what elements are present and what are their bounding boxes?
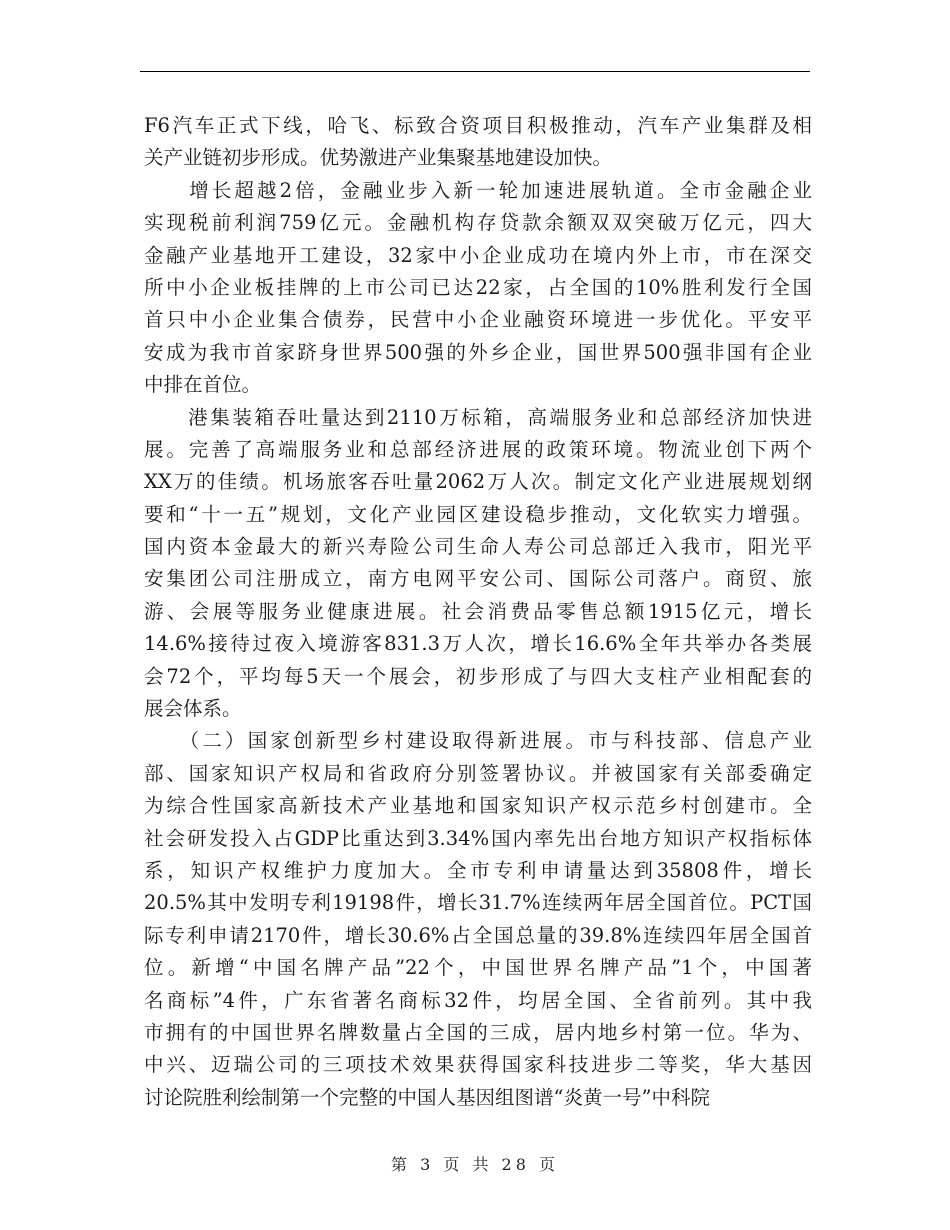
page-footer: 第 3 页 共 28 页 [391,1155,559,1174]
text-line: 安成为我市首家跻身世界500强的外乡企业，国世界500强非国有企业 [144,340,812,364]
text-line: 中兴、迈瑞公司的三项技术效果获得国家科技进步二等奖，华大基因 [144,1053,812,1077]
text-line: 际专利申请2170件，增长30.6%占全国总量的39.8%连续四年居全国首 [144,923,812,947]
text-line: 为综合性国家高新技术产业基地和国家知识产权示范乡村创建市。全 [144,794,812,818]
text-line: 国内资本金最大的新兴寿险公司生命人寿公司总部迁入我市，阳光平 [144,535,812,559]
text-line: 名商标”4件，广东省著名商标32件，均居全国、全省前列。其中我 [144,988,812,1012]
text-line: 系，知识产权维护力度加大。全市专利申请量达到35808件，增长 [144,858,812,882]
text-line: 游、会展等服务业健康进展。社会消费品零售总额1915亿元，增长 [144,599,812,623]
text-line: 中排在首位。 [144,373,262,397]
text-line: 港集装箱吞吐量达到2110万标箱，高端服务业和总部经济加快进 [144,405,812,429]
text-line: 讨论院胜利绘制第一个完整的中国人基因组图谱“炎黄一号”中科院 [144,1085,710,1109]
paragraph [144,725,812,1114]
text-line: 安集团公司注册成立，南方电网平安公司、国际公司落户。商贸、旅 [144,567,812,591]
text-line: 要和“十一五”规划，文化产业园区建设稳步推动，文化软实力增强。 [144,502,812,526]
text-line: 社会研发投入占GDP比重达到3.34%国内率先出台地方知识产权指标体 [144,826,812,850]
text-line: 首只中小企业集合债券，民营中小企业融资环境进一步优化。平安平 [144,308,812,332]
text-line: （二）国家创新型乡村建设取得新进展。市与科技部、信息产业 [144,729,812,753]
document-body [144,110,812,1114]
text-line: 所中小企业板挂牌的上市公司已达22家，占全国的10%胜利发行全国 [144,275,812,299]
text-line: 展。完善了高端服务业和总部经济进展的政策环境。物流业创下两个 [144,437,812,461]
text-line: 市拥有的中国世界名牌数量占全国的三成，居内地乡村第一位。华为、 [144,1020,812,1044]
text-line: 20.5%其中发明专利19198件，增长31.7%连续两年居全国首位。PCT国 [144,891,812,915]
paragraph [144,175,812,402]
text-line: 增长超越2倍，金融业步入新一轮加速进展轨道。全市金融企业 [144,178,812,202]
text-line: 实现税前利润759亿元。金融机构存贷款余额双双突破万亿元，四大 [144,211,812,235]
text-line: 金融产业基地开工建设，32家中小企业成功在境内外上市，市在深交 [144,243,812,267]
text-line: 会72个，平均每5天一个展会，初步形成了与四大支柱产业相配套的 [144,664,812,688]
paragraph [144,110,812,175]
text-line: 关产业链初步形成。优势激进产业集聚基地建设加快。 [144,146,613,170]
text-line: 位。新增“中国名牌产品”22个，中国世界名牌产品”1个，中国著 [144,956,812,980]
header-rule [140,71,810,72]
text-line: 展会体系。 [144,697,242,721]
text-line: F6汽车正式下线，哈飞、标致合资项目积极推动，汽车产业集群及相 [144,114,812,137]
paragraph [144,402,812,726]
text-line: 部、国家知识产权局和省政府分别签署协议。并被国家有关部委确定 [144,761,812,785]
text-line: XX万的佳绩。机场旅客吞吐量2062万人次。制定文化产业进展规划纲 [144,470,812,494]
text-line: 14.6%接待过夜入境游客831.3万人次，增长16.6%全年共举办各类展 [144,632,812,656]
